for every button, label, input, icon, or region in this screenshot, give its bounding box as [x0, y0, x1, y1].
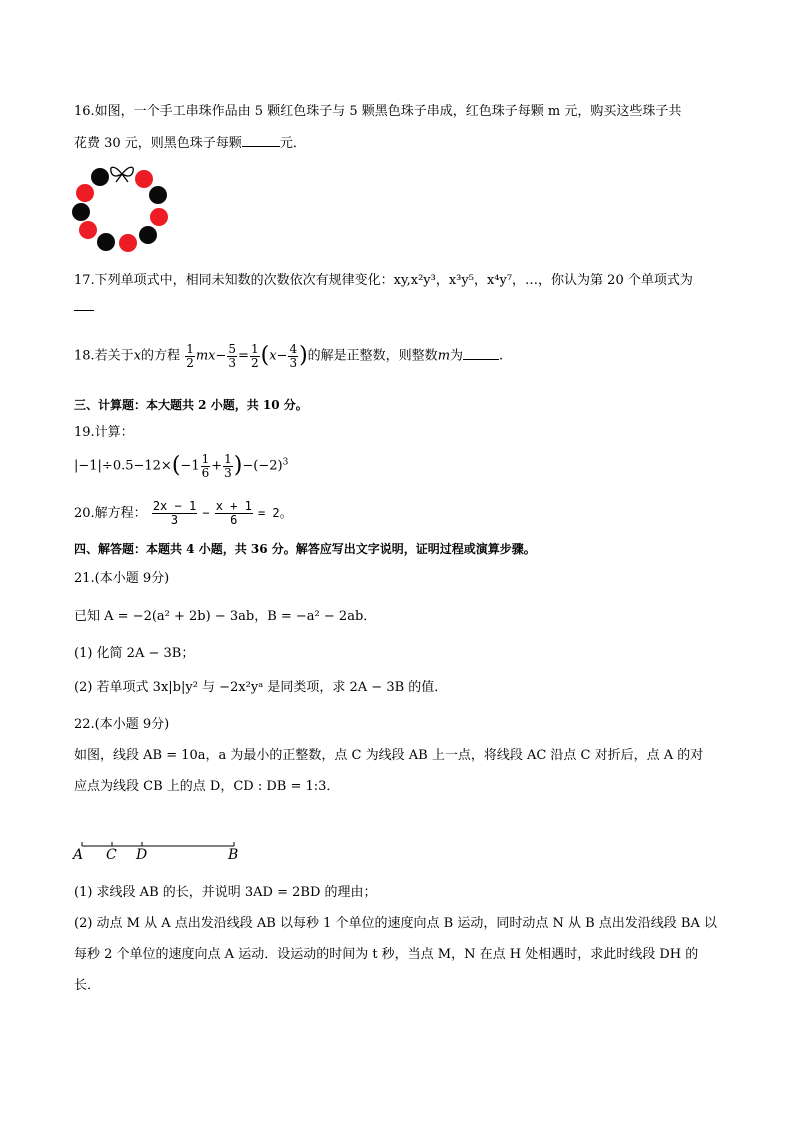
- q16-text-a: 花费 30 元，则黑色珠子每颗: [74, 136, 242, 151]
- q18-suffix2: 为: [450, 348, 464, 364]
- q18-x2: x: [269, 348, 277, 364]
- q18-frac-half: $\frac{1}{2}$: [186, 341, 194, 370]
- q17-answer-blank: [74, 298, 94, 311]
- q18-mid: 的方程: [141, 348, 181, 364]
- bead-black: [149, 186, 167, 204]
- q20-label: 20.解方程：: [74, 506, 147, 521]
- q22-part1: (1) 求线段 AB 的长，并说明 3AD = 2BD 的理由；: [74, 885, 377, 900]
- q17-answer-line: [74, 298, 94, 317]
- q22-part2-line2: 每秒 2 个单位的速度向点 A 运动．设运动的时间为 t 秒，当点 M，N 在点 H 处相遇时，求此时线段 DH 的: [74, 947, 699, 962]
- q19-frac-16: $\frac{1}{6}$: [201, 451, 210, 480]
- q21-label: 21.(本小题 9分): [74, 571, 170, 586]
- q18-mx: mx: [195, 348, 216, 364]
- q20-line: 20.解方程： $\frac{2x - 1}{3}$ − $\frac{x + 1}{6}$ = 2。: [74, 499, 293, 527]
- q18-x: x: [133, 348, 142, 364]
- bead-black: [91, 168, 109, 186]
- bead-black: [72, 203, 90, 221]
- bead-red: [76, 184, 94, 202]
- bead-red: [119, 234, 137, 252]
- bead-bracelet-figure: [70, 160, 174, 256]
- q21-part1: (1) 化简 2A − 3B；: [74, 646, 195, 661]
- q18-frac-53: $\frac{5}{3}$: [228, 341, 237, 370]
- q18-suffix1: 的解是正整数，则整数: [307, 348, 438, 364]
- q16-line2: [74, 135, 306, 153]
- bead-black: [139, 226, 157, 244]
- q22-label: 22.(本小题 9分): [74, 717, 170, 732]
- q22-line1: 如图，线段 AB = 10a，a 为最小的正整数，点 C 为线段 AB 上一点，将线段 AC 沿点 C 对折后，点 A 的对: [74, 748, 704, 763]
- point-label-c: C: [106, 847, 117, 863]
- q21-given: 已知 A = −2(a² + 2b) − 3ab，B = −a² − 2ab．: [74, 609, 377, 624]
- q19-expression: |−1|÷0.5−12×(−1 $\frac{1}{6}$ + $\frac{1}{3}$ )$-(-2)^3$: [74, 451, 289, 480]
- section-4-title: 四、解答题：本题共 4 小题，共 36 分。解答应写出文字说明，证明过程或演算步骤。: [74, 542, 536, 556]
- bead-red: [79, 221, 97, 239]
- q22-part2-line1: (2) 动点 M 从 A 点出发沿线段 AB 以每秒 1 个单位的速度向点 B 运动，同时动点 N 从 B 点出发沿线段 BA 以: [74, 916, 717, 931]
- q18-eq: =: [238, 348, 249, 364]
- q18-answer-blank: [463, 359, 499, 360]
- q18-frac-half2: $\frac{1}{2}$: [250, 341, 259, 370]
- q19-label: 19.计算：: [74, 425, 134, 440]
- segment-figure: [70, 836, 250, 850]
- q20-frac1: $\frac{2x - 1}{3}$: [152, 499, 197, 527]
- q22-part2-line3: 长．: [74, 978, 101, 993]
- section-3-title: 三、计算题：本大题共 2 小题，共 10 分。: [74, 398, 308, 412]
- q18-minus: −: [215, 348, 227, 364]
- q18-prefix: 18.若关于: [74, 348, 134, 364]
- point-label-a: A: [73, 847, 84, 863]
- q18-line: 18.若关于x的方程 $\frac{1}{2}$ mx− $\frac{5}{3}$ = $\frac{1}{2}$ (x− $\frac{4}{3}$ )的解是正整数，则整数m为 .: [74, 341, 504, 370]
- q19-frac-13: $\frac{1}{3}$: [224, 451, 232, 480]
- q18-m: m: [437, 348, 451, 364]
- q16-line1: 16.如图，一个手工串珠作品由 5 颗红色珠子与 5 颗黑色珠子串成，红色珠子每颗 m 元，购买这些珠子共: [74, 104, 682, 119]
- bead-red: [150, 208, 168, 226]
- q16-answer-blank: [242, 146, 280, 147]
- bead-black: [97, 233, 115, 251]
- q18-frac-43: $\frac{4}{3}$: [289, 341, 298, 370]
- point-label-b: B: [228, 847, 239, 863]
- point-label-d: D: [136, 847, 148, 863]
- q22-line2: 应点为线段 CB 上的点 D，CD : DB = 1:3．: [74, 779, 340, 794]
- q16-text-b: 元．: [279, 136, 306, 151]
- q17-text: 17.下列单项式中，相同未知数的次数依次有规律变化：xy,x²y³，x³y⁵，x⁴y⁷，…，你认为第 20 个单项式为: [74, 273, 693, 288]
- bow-icon: [111, 167, 134, 182]
- q21-part2: (2) 若单项式 3x|b|y² 与 −2x²yᵃ 是同类项，求 2A − 3B 的值．: [74, 680, 448, 695]
- bead-red: [135, 170, 153, 188]
- q20-frac2: $\frac{x + 1}{6}$: [215, 499, 252, 527]
